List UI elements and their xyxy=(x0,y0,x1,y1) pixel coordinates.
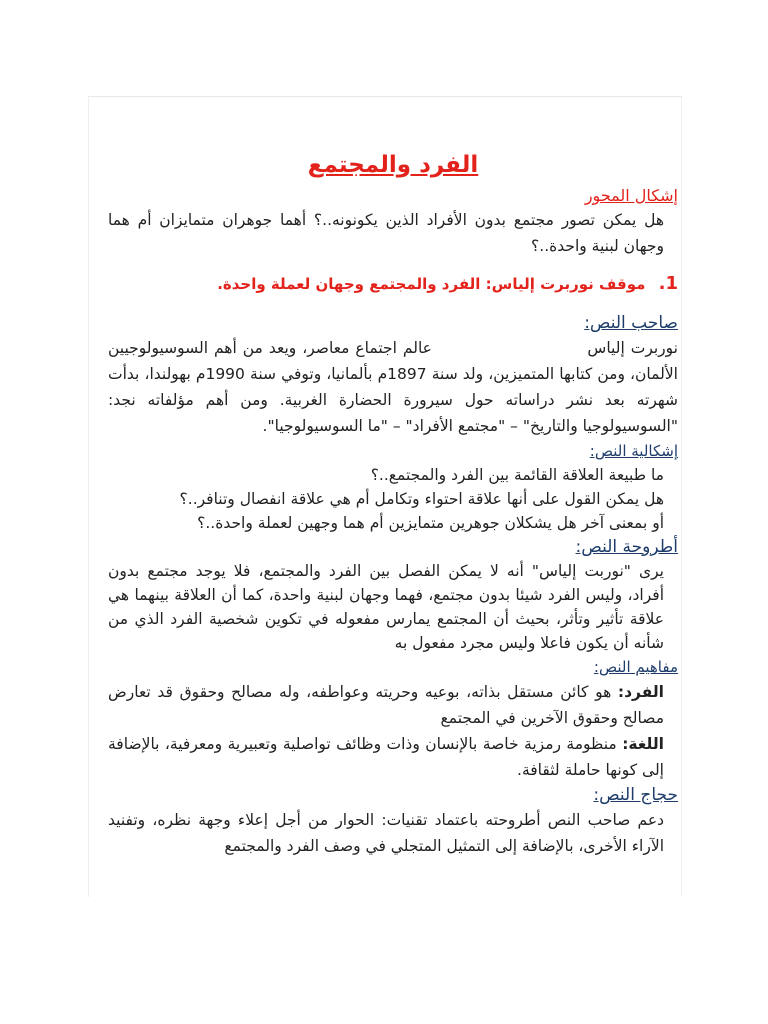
concept-language xyxy=(108,731,678,783)
concepts-heading: مفاهيم النص: xyxy=(593,658,678,676)
concept-individual-text: هو كائن مستقل بذاته، بوعيه وحريته وعواطفه، وله مصالح وحقوق قد تعارض مصالح وحقوق الآخرين في المجتمع xyxy=(108,683,664,727)
argument-heading: حجاج النص: xyxy=(593,785,678,805)
thesis-text: يرى "نوربت إلياس" أنه لا يمكن الفصل بين الفرد والمجتمع، فلا يوجد مجتمع بدون أفراد، وليس الفرد شيئا بدون مجتمع، فهما وجهان لبنية واحدة، كما أن العلاقة بينهما هي علاقة تأثير وتأثر، بحيث أن المجتمع يمارس مفعوله في تكوين شخصية الفرد الذي من شأنه أن يكون فاعلا وليس مجرد مفعول به xyxy=(108,562,664,652)
concept-language-term: اللغة: xyxy=(622,735,664,753)
problematic-heading: إشكالية النص: xyxy=(589,442,678,460)
concept-language-text: منظومة رمزية خاصة بالإنسان وذات وظائف تواصلية وتعبيرية ومعرفية، بالإضافة إلى كونها حاملة لثقافة. xyxy=(108,735,664,779)
section-1-title xyxy=(108,273,678,295)
concept-individual-term: الفرد: xyxy=(617,683,664,701)
page-title: الفرد والمجتمع xyxy=(307,152,479,178)
section-1-number: 1. xyxy=(658,273,678,294)
problem-heading: إشكال المحور xyxy=(584,186,678,205)
author-text: نوربرت إلياس عالم اجتماع معاصر، ويعد من أهم السوسيولوجيين الألمان، ومن كتابها المتميزين، ولد سنة 1897م بألمانيا، وتوفي سنة 1990م بهولندا، بدأت شهرته بعد نشر دراساته حول سيرورة الحضارة الغربية. ومن أهم مؤلفاته نجد: "السوسيولوجيا والتاريخ" – "مجتمع الأفراد" – "ما السوسيولوجيا". xyxy=(103,339,678,435)
section-1-label: موقف نوربرت إلياس: الفرد والمجتمع وجهان لعملة واحدة. xyxy=(217,275,646,293)
thesis-heading: أطروحة النص: xyxy=(575,537,678,557)
problem-text: هل يمكن تصور مجتمع بدون الأفراد الذين يكونونه..؟ أهما جوهران متمايزان أم هما وجهان لبنية واحدة..؟ xyxy=(108,211,664,255)
problematic-line-3: أو بمعنى آخر هل يشكلان جوهرين متمايزين أم هما وجهين لعملة واحدة..؟ xyxy=(197,514,664,532)
problematic-line-2: هل يمكن القول على أنها علاقة احتواء وتكامل أم هي علاقة انفصال وتنافر..؟ xyxy=(179,490,664,508)
concept-individual xyxy=(108,679,678,731)
argument-text: دعم صاحب النص أطروحته باعتماد تقنيات: الحوار من أجل إعلاء وجهة نظره، وتفنيد الآراء الأخرى، بالإضافة إلى التمثيل المتجلي في وصف الفرد والمجتمع xyxy=(108,811,664,855)
document-content xyxy=(103,150,678,859)
problematic-line-1: ما طبيعة العلاقة القائمة بين الفرد والمجتمع..؟ xyxy=(370,466,664,484)
author-heading: صاحب النص: xyxy=(584,313,678,333)
